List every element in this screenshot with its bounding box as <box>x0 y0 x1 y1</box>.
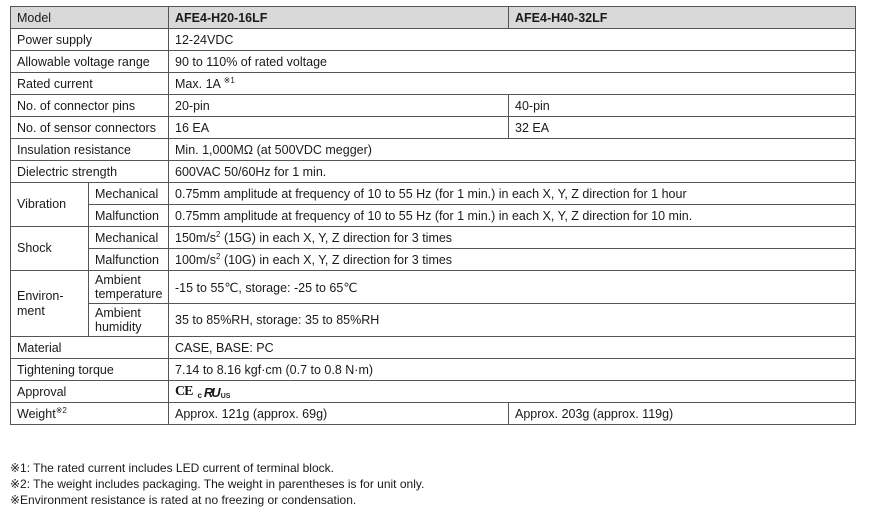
row-label: Allowable voltage range <box>11 51 169 73</box>
table-row <box>11 249 856 271</box>
sub-label: Mechanical <box>89 183 169 205</box>
table-row <box>11 29 856 51</box>
table-row <box>11 359 856 381</box>
row-label: Weight$^{※2}$ <box>11 403 169 425</box>
row-value: Max. 1A $^{※1}$ <box>169 73 856 95</box>
row-label: No. of sensor connectors <box>11 117 169 139</box>
row-value: 90 to 110% of rated voltage <box>169 51 856 73</box>
footnote-1: ※1: The rated current includes LED current of terminal block. <box>10 461 334 475</box>
row-value-1: 16 EA <box>169 117 509 139</box>
table-row <box>11 51 856 73</box>
footnote-3: ※Environment resistance is rated at no freezing or condensation. <box>10 493 357 507</box>
row-label: Tightening torque <box>11 359 169 381</box>
table-row <box>11 183 856 205</box>
spec-table <box>10 6 856 425</box>
group-label-vibration: Vibration <box>11 183 89 227</box>
row-value: $150m/s^2$ (15G) in each X, Y, Z direction for 3 times <box>169 227 856 249</box>
table-row <box>11 161 856 183</box>
table-row <box>11 403 856 425</box>
row-value: 35 to 85%RH, storage: 35 to 85%RH <box>169 304 856 337</box>
row-label: Power supply <box>11 29 169 51</box>
table-row <box>11 304 856 337</box>
table-row <box>11 95 856 117</box>
sub-label: Malfunction <box>89 249 169 271</box>
row-value: Min. 1,000MΩ (at 500VDC megger) <box>169 139 856 161</box>
row-label: Rated current <box>11 73 169 95</box>
header-row <box>11 7 856 29</box>
group-label-shock: Shock <box>11 227 89 271</box>
certification-marks <box>175 383 231 400</box>
row-value: 0.75mm amplitude at frequency of 10 to 55 Hz (for 1 min.) in each X, Y, Z direction for 10 min. <box>169 205 856 227</box>
row-value: 600VAC 50/60Hz for 1 min. <box>169 161 856 183</box>
table-row <box>11 381 856 403</box>
table-row <box>11 271 856 304</box>
row-value <box>169 381 856 403</box>
table-row <box>11 117 856 139</box>
row-label: Dielectric strength <box>11 161 169 183</box>
header-model-1: AFE4-H20-16LF <box>169 7 509 29</box>
table-row <box>11 205 856 227</box>
sub-label: Ambient humidity <box>89 304 169 337</box>
row-value: 0.75mm amplitude at frequency of 10 to 55 Hz (for 1 min.) in each X, Y, Z direction for 1 hour <box>169 183 856 205</box>
sub-label: Malfunction <box>89 205 169 227</box>
row-value: 7.14 to 8.16 kgf·cm (0.7 to 0.8 N·m) <box>169 359 856 381</box>
header-model-label: Model <box>11 7 169 29</box>
table-row <box>11 227 856 249</box>
footnotes <box>10 460 424 508</box>
row-value: 12-24VDC <box>169 29 856 51</box>
row-value-1: 20-pin <box>169 95 509 117</box>
table-row <box>11 73 856 95</box>
table-row <box>11 139 856 161</box>
group-label-environment: Environ- ment <box>11 271 89 337</box>
row-value-1: Approx. 121g (approx. 69g) <box>169 403 509 425</box>
sub-label: Mechanical <box>89 227 169 249</box>
row-value-2: Approx. 203g (approx. 119g) <box>509 403 856 425</box>
header-model-2: AFE4-H40-32LF <box>509 7 856 29</box>
row-value: -15 to 55℃, storage: -25 to 65℃ <box>169 271 856 304</box>
row-label: Approval <box>11 381 169 403</box>
footnote-mark: ※2 <box>55 405 67 415</box>
us-mark-icon: US <box>220 392 231 400</box>
c-mark-icon: c <box>197 390 202 400</box>
row-label: Insulation resistance <box>11 139 169 161</box>
table-row <box>11 337 856 359</box>
row-value-2: 32 EA <box>509 117 856 139</box>
ul-mark-icon: RU <box>203 384 219 400</box>
row-value-2: 40-pin <box>509 95 856 117</box>
sub-label: Ambient temperature <box>89 271 169 304</box>
row-value: $100m/s^2$ (10G) in each X, Y, Z direction for 3 times <box>169 249 856 271</box>
row-value: CASE, BASE: PC <box>169 337 856 359</box>
row-label: No. of connector pins <box>11 95 169 117</box>
row-label: Material <box>11 337 169 359</box>
ce-mark-icon: CE <box>175 383 193 399</box>
footnote-2: ※2: The weight includes packaging. The weight in parentheses is for unit only. <box>10 477 425 491</box>
footnote-mark: ※1 <box>223 75 235 85</box>
